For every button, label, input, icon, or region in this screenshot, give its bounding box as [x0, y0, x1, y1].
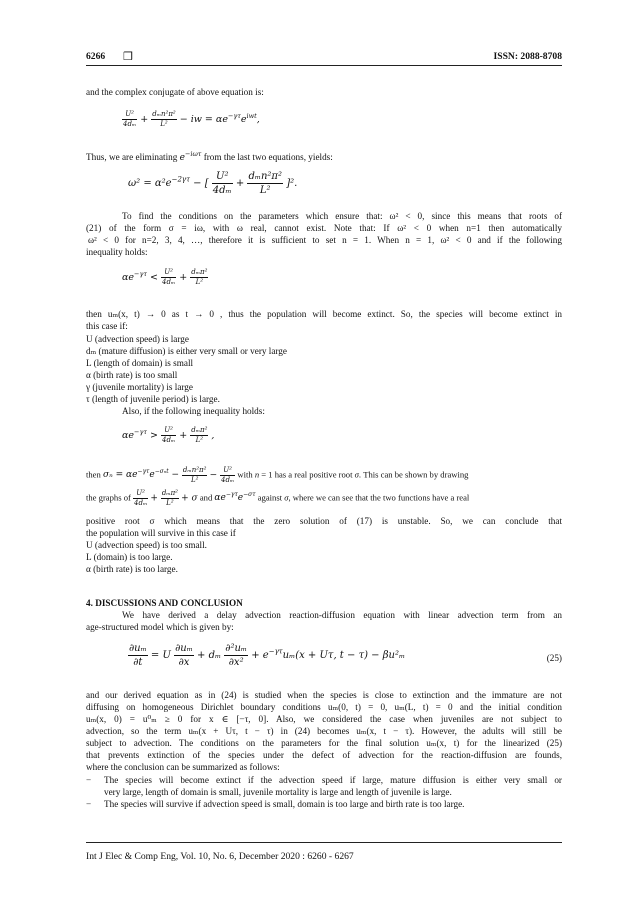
text-line: then $\sigma_n = \alpha e^{-\gamma\tau}e^{-\sigma_nt}$ − $\frac{\text{dₘn²π²}}{\text{L²}}$ − $\frac{\text{U²}}{\text{4dₘ}}$ with n = 1 has a real positive root σ. This can be shown by drawing: [86, 466, 469, 484]
list-item: L (length of domain) is small: [86, 358, 194, 368]
page-number: 6266: [86, 51, 106, 62]
text-line: uₘ(x, 0) = u⁰ₘ ≥ 0 for x ∈ [−τ, 0]. Also, we considered the case when juveniles are not subject to: [86, 714, 562, 724]
text-line: and our derived equation as in (24) is studied when the species is close to extinction and the immature are not: [86, 690, 562, 700]
list-item: L (domain) is too large.: [86, 552, 173, 562]
header-rule: [86, 65, 562, 66]
text-line: diffusing on homogeneous Dirichlet boundary conditions uₘ(0, t) = 0, uₘ(L, t) = 0 and the initial condition: [86, 702, 562, 712]
equation-number: (25): [546, 653, 562, 663]
bullet-mark: −: [86, 775, 92, 785]
inequality: $\alpha e^{-\gamma\tau}$ < $\frac{\text{U²}}{\text{4dₘ}}$ + $\frac{\text{dₘπ²}}{\text{L²}}$: [122, 268, 208, 286]
list-item: τ (length of juvenile period) is large.: [86, 394, 220, 404]
footer-rule: [86, 842, 562, 843]
footer-citation: Int J Elec & Comp Eng, Vol. 10, No. 6, December 2020 : 6260 - 6267: [86, 851, 354, 862]
text-line: ω² < 0 for n=2, 3, 4, …, therefore it is sufficient to set n = 1. When n = 1, ω² < 0 and if the following: [88, 235, 562, 245]
text-line: (21) of the form σ = iω, with ω real, cannot exist. Note that: If ω² < 0 when n=1 then automatically: [86, 223, 562, 233]
section-heading: 4. DISCUSSIONS AND CONCLUSION: [86, 598, 243, 608]
list-item: U (advection speed) is large: [86, 334, 189, 344]
list-item: γ (juvenile mortality) is large: [86, 382, 193, 392]
list-item: α (birth rate) is too large.: [86, 564, 178, 574]
text-line: this case if:: [86, 321, 128, 331]
list-item: U (advection speed) is too small.: [86, 540, 207, 550]
text-line: subject to advection. The conditions on the parameters for the final solution uₘ(x, t) for the linearized (25): [86, 738, 562, 748]
text-line: age-structured model which is given by:: [86, 622, 234, 632]
text-line: then uₘ(x, t) → 0 as t → 0 , thus the population will become extinct. So, the species will become extinct in: [86, 309, 562, 319]
text-line: the population will survive in this case if: [86, 528, 236, 538]
bullet-text: The species will survive if advection speed is small, domain is too large and birth rate is too large.: [104, 799, 465, 809]
text-line: advection, so the term uₘ(x + Uτ, t − τ) in (24) becomes uₘ(x, t − τ). However, the adults will still be: [86, 726, 562, 736]
text-line: where the conclusion can be summarized as follows:: [86, 762, 280, 772]
box-icon: ❒: [123, 51, 133, 63]
text-line: To find the conditions on the parameters which ensure that: ω² < 0, since this means that roots of: [122, 211, 562, 221]
equation: $\omega^2 = \alpha^2e^{-2\gamma\tau}$ − [ $\frac{\text{U²}}{\text{4dₘ}}$ + $\frac{\text{dₘn²π²}}{\text{L²}}$ ]².: [128, 171, 298, 196]
bullet-text: The species will become extinct if the advection speed if large, mature diffusion is either very small or: [104, 775, 562, 785]
text-line: the graphs of $\frac{\text{U²}}{\text{4dₘ}}$ + $\frac{\text{dₘπ²}}{\text{L²}}$ + σ and $\alpha e^{-\gamma\tau}e^{-\sigma\tau}$ against σ, where we can see that the two functions have a real: [86, 489, 470, 507]
text-line: We have derived a delay advection reaction-diffusion equation with linear advection term from an: [122, 610, 562, 620]
issn: ISSN: 2088-8708: [493, 51, 562, 62]
equation-25: $\frac{\text{∂uₘ}}{\partial t}$ = U $\frac{\text{∂uₘ}}{\partial x}$ + dₘ $\frac{\text{∂²uₘ}}{\text{∂x²}}$ + $e^{-\gamma\tau}u_m(x + U\tau$, t − τ) − βu²ₘ: [129, 643, 406, 668]
text-line: that prevents extinction of the species under the defect of advection for the reaction-diffusion are founds,: [86, 750, 562, 760]
text-line: Thus, we are eliminating $e^{-i\omega\tau}$ from the last two equations, yields:: [86, 150, 333, 163]
bullet-text: very large, length of domain is small, juvenile mortality is large and length of juvenile is large.: [104, 787, 452, 797]
list-item: dₘ (mature diffusion) is either very small or very large: [86, 346, 287, 356]
text-line: and the complex conjugate of above equation is:: [86, 87, 264, 97]
list-item: α (birth rate) is too small: [86, 370, 178, 380]
text-line: inequality holds:: [86, 247, 148, 257]
text-line: positive root σ which means that the zero solution of (17) is unstable. So, we can conclude that: [86, 516, 562, 526]
equation: $\frac{\text{U²}}{\text{4dₘ}}$ + $\frac{\text{dₘn²π²}}{\text{L²}}$ − iw = $\alpha e^{-\gamma\tau}e^{iwt}$,: [123, 110, 260, 128]
inequality: $\alpha e^{-\gamma\tau}$ > $\frac{\text{U²}}{\text{4dₘ}}$ + $\frac{\text{dₘπ²}}{\text{L²}}$ ,: [122, 426, 215, 444]
bullet-mark: −: [86, 799, 92, 809]
text-line: Also, if the following inequality holds:: [122, 406, 265, 416]
